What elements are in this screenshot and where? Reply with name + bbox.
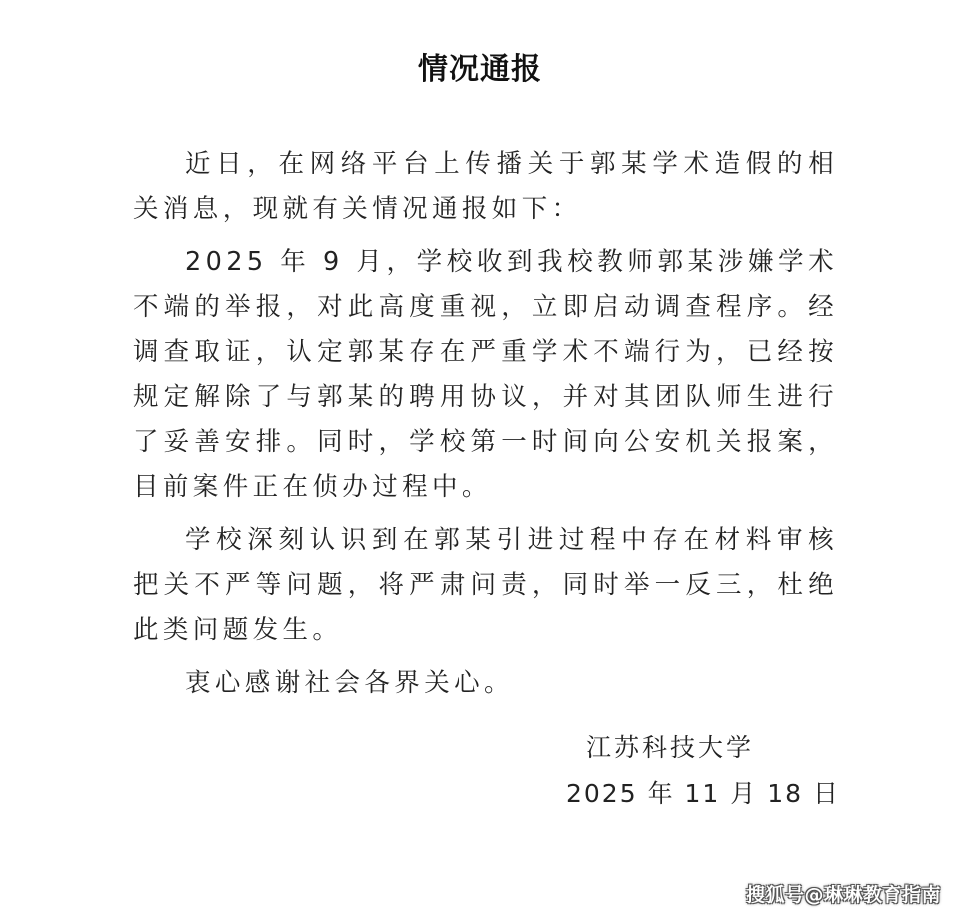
paragraph-thanks: 衷心感谢社会各界关心。 <box>185 668 514 698</box>
document-title: 情况通报 <box>418 52 542 87</box>
paragraph-accountability: 学校深刻认识到在郭某引进过程中存在材料审核把关不严等问题，将严肃问责，同时举一反三，杜绝此类问题发生。 <box>133 525 838 645</box>
source-watermark: 搜狐号@琳琳教育指南 <box>746 884 942 906</box>
document-body <box>133 142 838 714</box>
signature-date: 2025 年 11 月 18 日 <box>566 779 840 808</box>
paragraph-intro: 近日，在网络平台上传播关于郭某学术造假的相关消息，现就有关情况通报如下： <box>133 149 838 224</box>
paragraph-investigation: 2025 年 9 月，学校收到我校教师郭某涉嫌学术不端的举报，对此高度重视，立即启动调查程序。经调查取证，认定郭某存在严重学术不端行为，已经按规定解除了与郭某的聘用协议，并对其团队师生进行了妥善安排。同时，学校第一时间向公安机关报案，目前案件正在侦办过程中。 <box>133 247 838 502</box>
signature-organization: 江苏科技大学 <box>586 733 755 762</box>
